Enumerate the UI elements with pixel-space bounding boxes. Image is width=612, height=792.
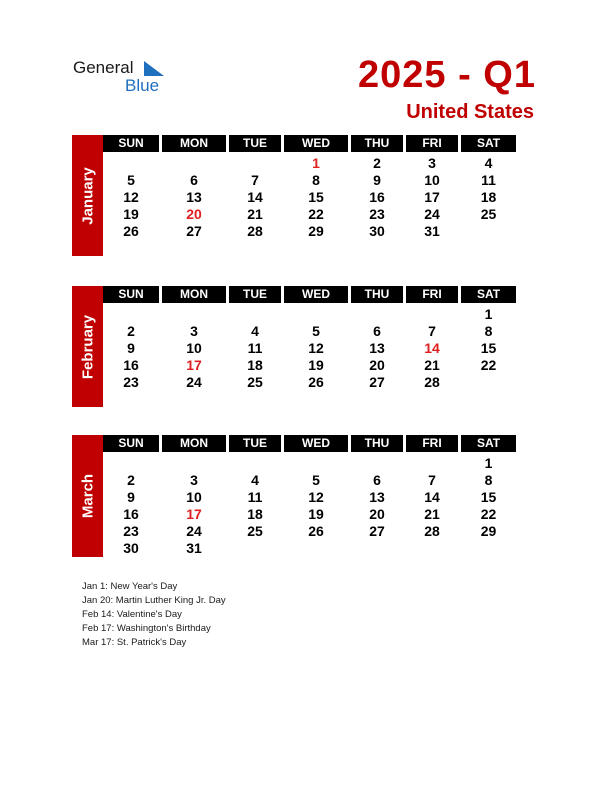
calendar-date: 27 — [186, 223, 202, 239]
calendar-date: 8 — [484, 323, 493, 339]
calendar-date: 24 — [186, 374, 202, 390]
calendar-date: 3 — [428, 155, 436, 171]
month-name: February — [79, 314, 96, 379]
calendar-date: 8 — [484, 472, 493, 488]
weekday-header: SUN — [103, 135, 159, 152]
calendar-date: 27 — [369, 374, 385, 390]
calendar-date: 19 — [308, 506, 324, 522]
weekday-header: THU — [351, 286, 403, 303]
weekday-header: FRI — [406, 135, 458, 152]
weekday-header: WED — [284, 286, 348, 303]
calendar-date: 13 — [369, 340, 385, 356]
holiday-item: Mar 17: St. Patrick's Day — [82, 637, 187, 648]
month-label-tab — [72, 135, 103, 256]
holiday-item: Feb 17: Washington's Birthday — [82, 623, 211, 634]
calendar-date: 2 — [127, 323, 135, 339]
calendar-date: 9 — [373, 172, 381, 188]
page-title: 2025 - Q1 — [358, 54, 536, 96]
country-name: United States — [406, 101, 534, 123]
calendar-date: 28 — [424, 523, 440, 539]
weekday-header: WED — [284, 435, 348, 452]
calendar-date: 5 — [127, 172, 135, 188]
calendar-date: 24 — [424, 206, 440, 222]
calendar-date: 12 — [308, 489, 324, 505]
weekday-header: THU — [351, 135, 403, 152]
holiday-item: Feb 14: Valentine's Day — [82, 609, 182, 620]
weekday-header: THU — [351, 435, 403, 452]
calendar-date: 15 — [480, 489, 497, 505]
calendar-date: 8 — [312, 172, 320, 188]
calendar-date: 16 — [369, 189, 385, 205]
calendar-date: 1 — [484, 306, 493, 322]
calendar-date: 4 — [251, 472, 259, 488]
month-calendar-february — [72, 286, 540, 407]
calendar-date: 5 — [312, 323, 320, 339]
holiday-list — [82, 580, 226, 650]
weekday-header: TUE — [229, 435, 281, 452]
calendar-date: 20 — [369, 506, 385, 522]
weekday-header: MON — [162, 286, 226, 303]
calendar-date: 14 — [247, 189, 263, 205]
calendar-date: 12 — [308, 340, 324, 356]
weekday-header-row — [103, 435, 540, 452]
calendar-date: 23 — [123, 523, 139, 539]
calendar-date: 15 — [308, 189, 324, 205]
holiday-date: 17 — [186, 506, 202, 522]
calendar-date: 6 — [373, 323, 381, 339]
calendar-date: 9 — [127, 340, 135, 356]
weekday-header: FRI — [406, 286, 458, 303]
weekday-header: MON — [162, 435, 226, 452]
weekday-header: MON — [162, 135, 226, 152]
calendar-date: 4 — [251, 323, 259, 339]
calendar-date: 16 — [123, 506, 139, 522]
calendar-date: 25 — [247, 374, 263, 390]
calendar-date: 17 — [424, 189, 440, 205]
calendar-date: 10 — [186, 340, 202, 356]
weekday-header: SUN — [103, 286, 159, 303]
calendar-date: 6 — [373, 472, 381, 488]
weekday-header: WED — [284, 135, 348, 152]
weekday-header: TUE — [229, 135, 281, 152]
calendar-date: 11 — [481, 172, 496, 188]
calendar-date: 11 — [247, 340, 263, 356]
weekday-header-row — [103, 135, 540, 152]
calendar-date: 14 — [424, 489, 440, 505]
calendar-date: 26 — [308, 523, 324, 539]
holiday-date: 20 — [186, 206, 202, 222]
weekday-header-row — [103, 286, 540, 303]
weekday-header: SAT — [461, 135, 516, 152]
weekday-header: TUE — [229, 286, 281, 303]
calendar-date: 19 — [308, 357, 324, 373]
weekday-header: SAT — [461, 286, 516, 303]
holiday-date: 1 — [312, 155, 320, 171]
calendar-date: 18 — [247, 357, 263, 373]
calendar-date: 21 — [247, 206, 263, 222]
calendar-date: 2 — [373, 155, 381, 171]
calendar-date: 22 — [480, 506, 497, 522]
calendar-date: 16 — [123, 357, 139, 373]
holiday-date: 17 — [186, 357, 202, 373]
month-label-tab — [72, 286, 103, 407]
calendar-date: 1 — [484, 455, 493, 471]
calendar-date: 7 — [428, 472, 436, 488]
calendar-date: 15 — [480, 340, 497, 356]
calendar-date: 19 — [123, 206, 139, 222]
weekday-header: FRI — [406, 435, 458, 452]
calendar-date: 30 — [369, 223, 385, 239]
calendar-date: 25 — [480, 206, 497, 222]
calendar-date: 22 — [480, 357, 497, 373]
calendar-date: 20 — [369, 357, 385, 373]
calendar-date: 13 — [369, 489, 385, 505]
calendar-date: 2 — [127, 472, 135, 488]
month-label-tab — [72, 435, 103, 557]
calendar-date: 24 — [186, 523, 202, 539]
brand-name-blue: Blue — [125, 76, 160, 95]
calendar-date: 25 — [247, 523, 263, 539]
calendar-date: 28 — [247, 223, 263, 239]
calendar-date: 31 — [424, 223, 440, 239]
calendar-date: 3 — [190, 472, 198, 488]
calendar-date: 22 — [308, 206, 324, 222]
calendar-date: 11 — [247, 489, 263, 505]
calendar-date: 21 — [424, 357, 440, 373]
month-name: January — [79, 166, 96, 225]
calendar-date: 28 — [424, 374, 440, 390]
calendar-date: 7 — [428, 323, 436, 339]
calendar-date: 13 — [186, 189, 202, 205]
calendar-date: 18 — [247, 506, 263, 522]
calendar-date: 26 — [308, 374, 324, 390]
calendar-date: 26 — [123, 223, 139, 239]
weekday-header: SUN — [103, 435, 159, 452]
holiday-item: Jan 1: New Year's Day — [82, 581, 178, 592]
calendar-date: 18 — [480, 189, 497, 205]
brand-name-general: General — [73, 58, 134, 77]
calendar-date: 29 — [480, 523, 497, 539]
brand-logo — [73, 58, 173, 98]
month-name: March — [79, 473, 96, 519]
calendar-date: 23 — [369, 206, 385, 222]
calendar-date: 21 — [424, 506, 440, 522]
calendar-date: 5 — [312, 472, 320, 488]
calendar-date: 10 — [186, 489, 202, 505]
calendar-date: 29 — [308, 223, 324, 239]
holiday-item: Jan 20: Martin Luther King Jr. Day — [82, 595, 226, 606]
calendar-date: 31 — [186, 540, 202, 556]
calendar-date: 23 — [123, 374, 139, 390]
calendar-date: 6 — [190, 172, 198, 188]
month-calendar-march — [72, 435, 540, 557]
calendar-date: 3 — [190, 323, 198, 339]
weekday-header: SAT — [461, 435, 516, 452]
calendar-date: 27 — [369, 523, 385, 539]
calendar-date: 30 — [123, 540, 139, 556]
calendar-date: 9 — [127, 489, 135, 505]
calendar-date: 12 — [123, 189, 139, 205]
calendar-date: 10 — [424, 172, 440, 188]
calendar-date: 7 — [251, 172, 259, 188]
holiday-date: 14 — [424, 340, 440, 356]
calendar-date: 4 — [484, 155, 493, 171]
month-calendar-january — [72, 135, 540, 256]
